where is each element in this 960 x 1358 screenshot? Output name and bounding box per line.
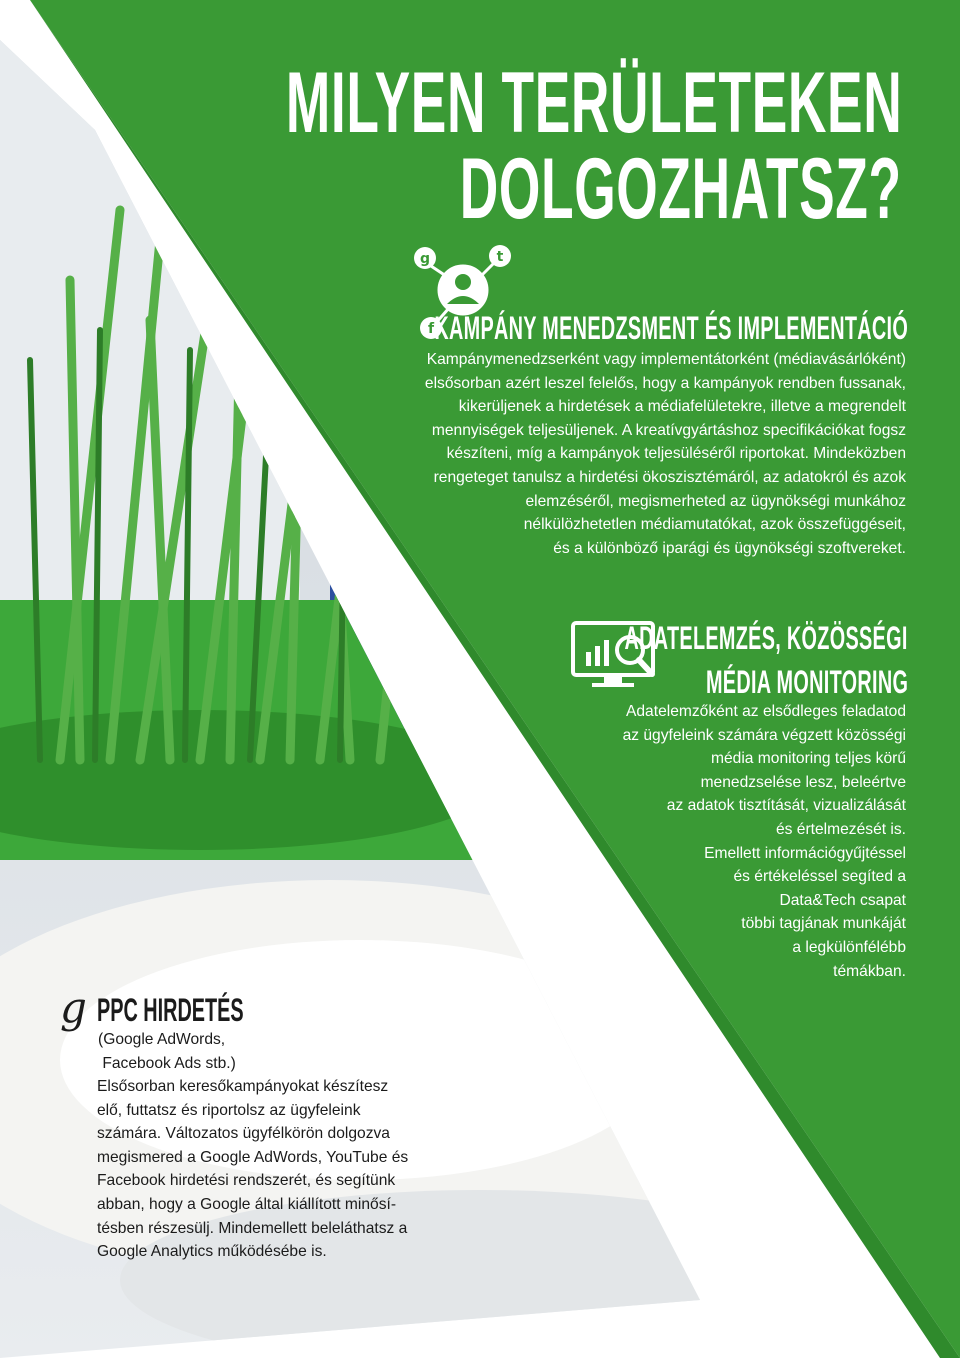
ppc-line: elő, futtatsz és riportolsz az ügyfeleink — [97, 1101, 361, 1119]
g-icon-letter: g — [419, 251, 431, 267]
ppc-subtitle-line-1: (Google AdWords, — [98, 1031, 226, 1048]
adat-line: Data&Tech csapat — [779, 891, 906, 909]
ppc-line: abban, hogy a Google által kiállított minősí- — [97, 1195, 397, 1213]
kampany-heading: KAMPÁNY MENEDZSMENT ÉS IMPLEMENTÁCIÓ — [434, 310, 908, 346]
kampany-line: készíteni, míg a kampányok teljesüléséről riportokat. Mindeközben — [446, 445, 906, 463]
ppc-line: tésben részesülj. Mindemellett beleláthatsz a — [97, 1219, 408, 1237]
adat-line: média monitoring teljes körű — [710, 750, 906, 768]
adat-line: a legkülönfélébb — [792, 938, 906, 956]
adat-line: Emellett információgyűjtéssel — [704, 844, 906, 862]
page-title-line-1: MILYEN TERÜLETEKEN — [285, 55, 902, 151]
adat-line: az adatok tisztítását, vizualizálását — [666, 797, 906, 815]
ppc-line: Facebook hirdetési rendszerét, és segítünk — [97, 1172, 396, 1190]
kampany-paragraph — [425, 348, 906, 560]
kampany-line: mennyiségek teljesüljenek. A kreatívgyártáshoz specifikációkat fogsz — [431, 421, 906, 439]
ppc-line: számára. Változatos ügyfélkörön dolgozva — [97, 1125, 390, 1143]
page-title-line-2: DOLGOZHATSZ? — [460, 141, 902, 237]
adat-line: az ügyfeleink számára végzett közösségi — [622, 726, 906, 744]
kampany-line: elemzéséről, megismerheted az ügynökségi munkához — [525, 492, 906, 510]
ppc-heading: PPC HIRDETÉS — [97, 992, 244, 1028]
f-icon-letter: f — [427, 321, 435, 337]
google-g-icon: g — [60, 983, 87, 1032]
ppc-line: Elsősorban keresőkampányokat készítesz — [97, 1078, 389, 1095]
kampany-line: kikerüljenek a hirdetések a médiafelületekre, illetve a megrendelt — [458, 398, 906, 416]
ppc-line: megismered a Google AdWords, YouTube és — [97, 1148, 409, 1166]
kampany-line: Kampánymenedzserként vagy implementátorként (médiavásárlóként) — [426, 351, 906, 368]
adat-line: többi tagjának munkáját — [741, 915, 906, 933]
adat-line: témákban. — [833, 962, 906, 980]
ppc-subtitle — [98, 1028, 236, 1075]
adat-heading-line-2: MÉDIA MONITORING — [705, 664, 908, 700]
adat-paragraph — [623, 700, 906, 983]
kampany-line: és a különböző iparági és ügynökségi szoftvereket. — [553, 539, 906, 557]
ppc-paragraph — [97, 1075, 408, 1264]
t-icon-letter: t — [496, 249, 504, 265]
adat-line: és értékeléssel segíted a — [733, 868, 906, 886]
adat-line: és értelmezését is. — [776, 820, 906, 838]
kampany-line: rengeteget tanulsz a hirdetési ökoszisztémáról, az adatokról és azok — [433, 468, 906, 486]
adat-line: Adatelemzőként az elsődleges feladatod — [625, 703, 906, 720]
ppc-line: Google Analytics működésébe is. — [97, 1243, 327, 1261]
kampany-line: elsősorban azért leszel felelős, hogy a kampányok rendben fussanak, — [424, 374, 906, 392]
ppc-subtitle-line-2: Facebook Ads stb.) — [98, 1054, 236, 1072]
adat-heading-line-1: ADATELEMZÉS, KÖZÖSSÉGI — [624, 620, 908, 656]
adat-line: menedzselése lesz, beleértve — [700, 773, 906, 791]
kampany-line: nélkülözhetetlen médiamutatókat, azok összefüggéseit, — [523, 516, 906, 534]
